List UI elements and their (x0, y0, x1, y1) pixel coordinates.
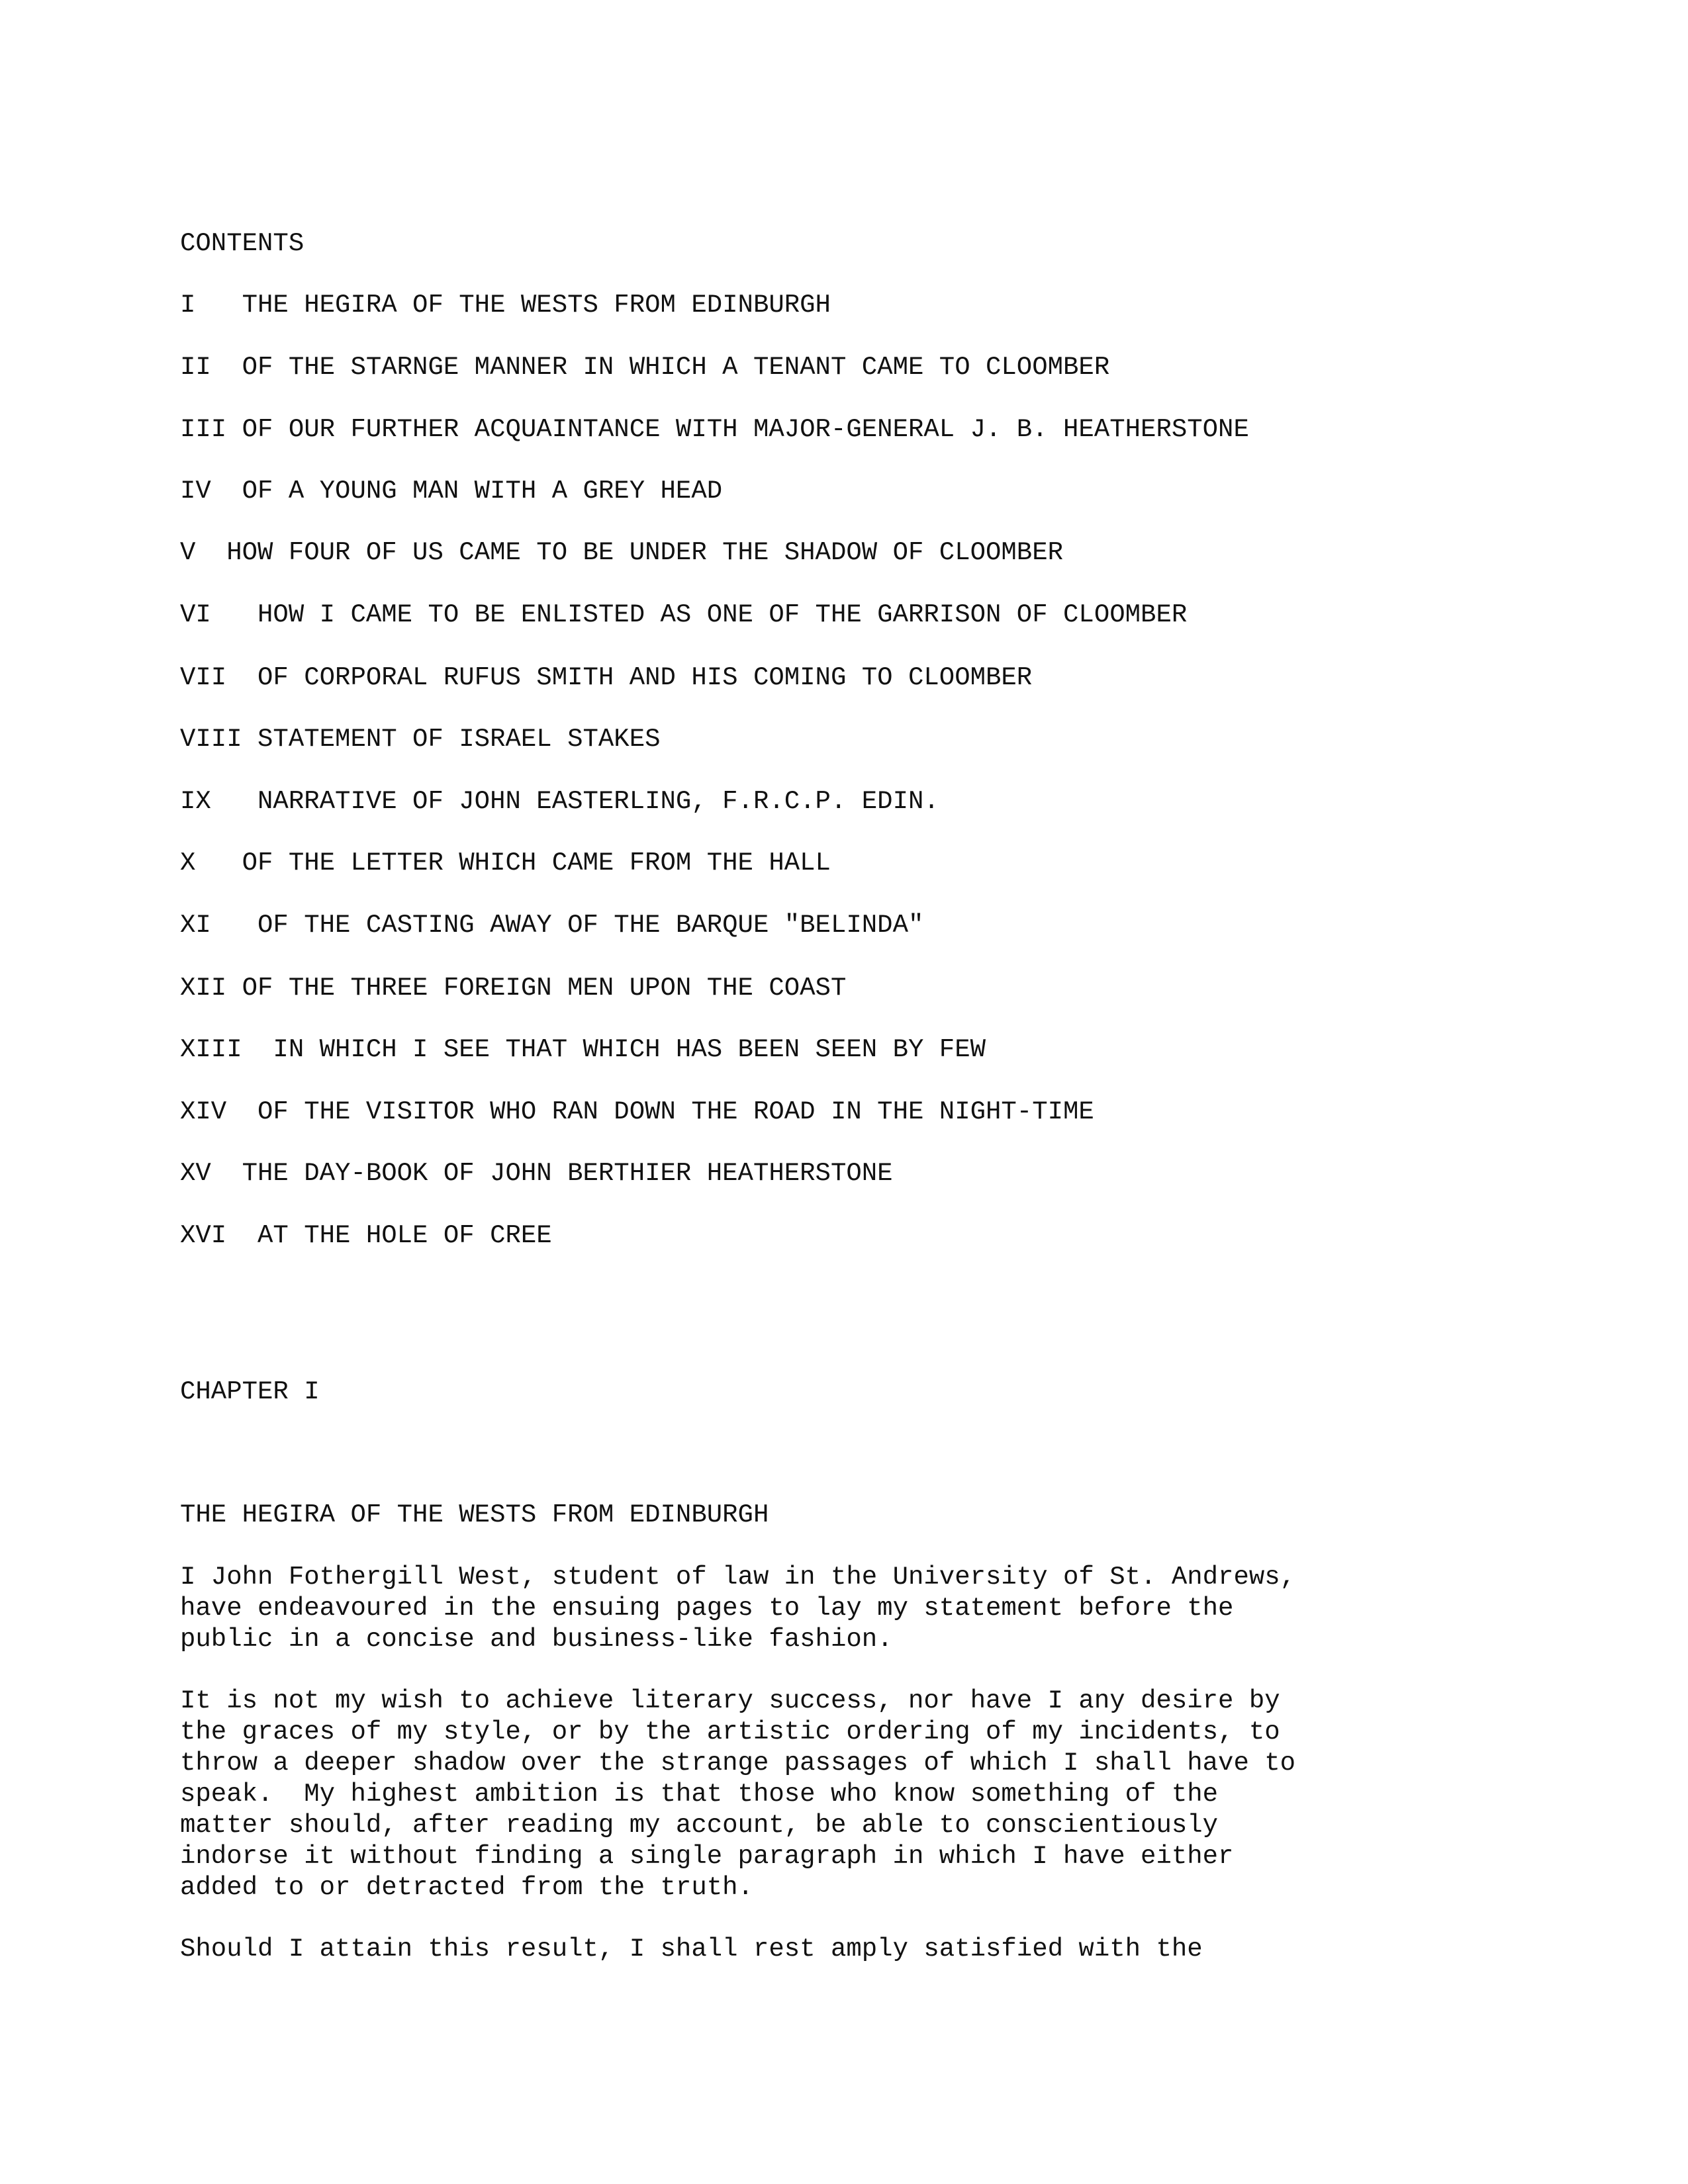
contents-entry: XV THE DAY-BOOK OF JOHN BERTHIER HEATHERSTONE (180, 1159, 893, 1188)
body-paragraph: Should I attain this result, I shall rest amply satisfied with the (180, 1934, 1203, 1964)
contents-entry: IX NARRATIVE OF JOHN EASTERLING, F.R.C.P. EDIN. (180, 787, 939, 816)
contents-entry: XVI AT THE HOLE OF CREE (180, 1221, 552, 1250)
contents-entry: X OF THE LETTER WHICH CAME FROM THE HALL (180, 848, 831, 878)
contents-entry: I THE HEGIRA OF THE WESTS FROM EDINBURGH (180, 291, 831, 320)
contents-entry: VI HOW I CAME TO BE ENLISTED AS ONE OF THE GARRISON OF CLOOMBER (180, 600, 1188, 629)
body-paragraph: It is not my wish to achieve literary success, nor have I any desire by the graces of my style, or by the artistic ordering of my incidents, to throw a deeper shadow over the strange passages of which I shall have to speak. My highest ambition is that those who know something of the matter should, after reading my account, be able to conscientiously indorse it without finding a single paragraph in which I have either added to or detracted from the truth. (180, 1686, 1296, 1902)
contents-entry: II OF THE STARNGE MANNER IN WHICH A TENANT CAME TO CLOOMBER (180, 353, 1110, 382)
contents-entry: XII OF THE THREE FOREIGN MEN UPON THE COAST (180, 974, 847, 1003)
contents-heading: CONTENTS (180, 229, 305, 258)
chapter-number-heading: CHAPTER I (180, 1377, 320, 1406)
contents-entry: IV OF A YOUNG MAN WITH A GREY HEAD (180, 477, 723, 506)
contents-entry: III OF OUR FURTHER ACQUAINTANCE WITH MAJOR-GENERAL J. B. HEATHERSTONE (180, 415, 1249, 444)
contents-entry: XI OF THE CASTING AWAY OF THE BARQUE "BELINDA" (180, 911, 924, 940)
contents-entry: VIII STATEMENT OF ISRAEL STAKES (180, 725, 661, 754)
contents-entry: XIII IN WHICH I SEE THAT WHICH HAS BEEN SEEN BY FEW (180, 1035, 986, 1064)
contents-entry: XIV OF THE VISITOR WHO RAN DOWN THE ROAD IN THE NIGHT-TIME (180, 1097, 1094, 1126)
contents-entry: VII OF CORPORAL RUFUS SMITH AND HIS COMING TO CLOOMBER (180, 663, 1033, 692)
body-paragraph: I John Fothergill West, student of law in the University of St. Andrews, have endeavoured in the ensuing pages to lay my statement before the public in a concise and business-like fashion. (180, 1563, 1296, 1654)
contents-entry: V HOW FOUR OF US CAME TO BE UNDER THE SHADOW OF CLOOMBER (180, 538, 1064, 567)
chapter-title: THE HEGIRA OF THE WESTS FROM EDINBURGH (180, 1500, 769, 1529)
